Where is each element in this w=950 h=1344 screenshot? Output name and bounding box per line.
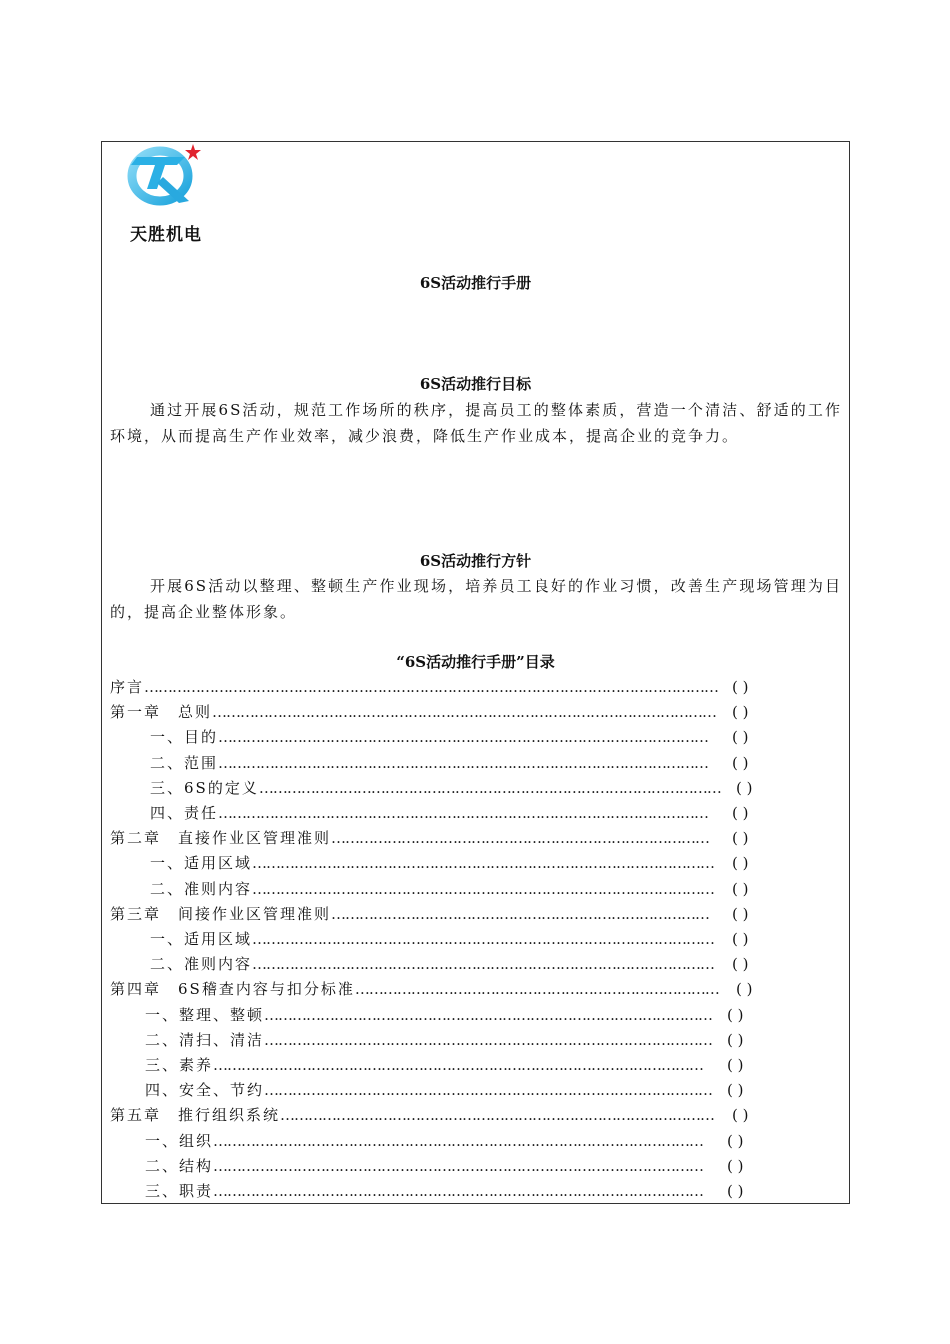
policy-text: 开展6S活动以整理、整顿生产作业现场，培养员工良好的作业习惯，改善生产现场管理为目的，提高企业整体形象。 [110, 577, 842, 621]
toc-page-number: ( ) [727, 1156, 744, 1175]
toc-item-label: 第二章 直接作业区管理准则 [110, 829, 332, 848]
toc-page-number: ( ) [732, 1106, 749, 1125]
toc-item-label: 三、6S的定义 [150, 778, 259, 797]
toc-item [110, 751, 770, 775]
toc-item [110, 725, 770, 749]
toc-item-label: 四、责任 [150, 804, 219, 822]
toc-item-label: 序言 [110, 678, 145, 696]
toc-page-number: ( ) [732, 678, 749, 696]
toc-page-number: ( ) [732, 753, 749, 772]
toc-leader-dots: ……………………………………………………………………………………… [258, 778, 721, 797]
toc-item [110, 1028, 770, 1052]
toc-leader-dots: ……………………………………………………………………………………… [252, 955, 715, 974]
toc-leader-dots: …………………………………………………………………………………… [264, 1005, 713, 1024]
toc-leader-dots: ……………………………………………………………………………………… [252, 930, 715, 948]
toc-leader-dots: …………………………………………………………………………………………… [218, 728, 709, 747]
toc-item [110, 1053, 770, 1077]
toc-item [110, 826, 770, 850]
toc-item-label: 二、结构 [145, 1156, 214, 1175]
toc-item-label: 第四章 6S稽查内容与扣分标准 [110, 980, 355, 999]
toc-item-label: 一、适用区域 [150, 854, 253, 873]
toc-page-number: ( ) [732, 879, 749, 898]
toc-leader-dots: ………………………………………………………………………………… [280, 1106, 715, 1125]
goal-text: 通过开展6S活动，规范工作场所的秩序，提高员工的整体素质，营造一个清洁、舒适的工作环境，从而提高生产作业效率，减少浪费，降低生产作业成本，提高企业的竞争力。 [110, 401, 842, 445]
toc-item-label: 第五章 推行组织系统 [110, 1106, 281, 1125]
toc-item [110, 700, 770, 724]
toc-item [110, 1103, 770, 1127]
toc-page-number: ( ) [736, 778, 753, 797]
toc-page-number: ( ) [727, 1081, 744, 1100]
toc-leader-dots: …………………………………………………………………………………………… [213, 1131, 704, 1150]
toc-leader-dots: …………………………………………………………………………………………… [213, 1156, 704, 1175]
toc-item-label: 四、安全、节约 [145, 1081, 265, 1100]
toc-leader-dots: ……………………………………………………………………… [331, 904, 710, 923]
toc-item [110, 851, 770, 875]
toc-item-label: 二、清扫、清洁 [145, 1030, 265, 1049]
company-name: 天胜机电 [130, 225, 202, 245]
toc-item-label: 二、准则内容 [150, 879, 253, 898]
toc-item-label: 一、整理、整顿 [145, 1005, 265, 1024]
toc-page-number: ( ) [727, 1131, 744, 1150]
policy-heading: 6S活动推行方针 [419, 552, 532, 570]
toc-leader-dots: …………………………………………………………………………………… [264, 1081, 713, 1100]
toc-item-label: 一、适用区域 [150, 930, 253, 948]
toc-item-label: 一、组织 [145, 1131, 214, 1150]
toc-page-number: ( ) [727, 1182, 744, 1200]
toc-page-number: ( ) [732, 804, 749, 822]
toc-item-label: 二、范围 [150, 753, 219, 772]
toc-item [110, 1078, 770, 1102]
toc-item-label: 第三章 间接作业区管理准则 [110, 904, 332, 923]
toc-item [110, 1154, 770, 1178]
toc-page-number: ( ) [727, 1030, 744, 1049]
toc-page-number: ( ) [732, 930, 749, 948]
toc-page-number: ( ) [732, 728, 749, 747]
goal-heading: 6S活动推行目标 [419, 375, 532, 393]
toc-item [110, 776, 770, 800]
toc-leader-dots: …………………………………………………………………… [354, 980, 719, 999]
toc-page-number: ( ) [727, 1056, 744, 1074]
toc-item-label: 三、职责 [145, 1182, 214, 1200]
toc-item [110, 977, 770, 1001]
toc-page-number: ( ) [736, 980, 753, 999]
toc-item [110, 902, 770, 926]
toc-item [110, 877, 770, 901]
toc-item [110, 952, 770, 976]
toc-item [110, 1129, 770, 1153]
toc-leader-dots: …………………………………………………………………………………………… [218, 753, 709, 772]
toc-leader-dots: ……………………………………………………………………………………… [252, 879, 715, 898]
toc-page-number: ( ) [732, 904, 749, 923]
toc-page-number: ( ) [727, 1005, 744, 1024]
toc-leader-dots: …………………………………………………………………………………………… [213, 1056, 704, 1074]
toc-item [110, 1179, 770, 1203]
toc-leader-dots: …………………………………………………………………………………………… [213, 1182, 704, 1200]
toc-item-label: 二、准则内容 [150, 955, 253, 974]
toc-item [110, 675, 770, 699]
toc-page-number: ( ) [732, 955, 749, 974]
toc-item [110, 927, 770, 951]
toc-heading: “6S活动推行手册”目录 [396, 653, 555, 671]
toc-item [110, 1003, 770, 1027]
tiansheng-logo-icon [127, 141, 203, 207]
toc-leader-dots: ……………………………………………………………………… [331, 829, 710, 848]
toc-leader-dots: ……………………………………………………………………………………………… [212, 703, 717, 722]
toc-page-number: ( ) [732, 703, 749, 722]
toc-leader-dots: …………………………………………………………………………………………………………… [144, 678, 719, 696]
manual-title: 6S活动推行手册 [419, 274, 532, 292]
toc-leader-dots: ……………………………………………………………………………………… [252, 854, 715, 873]
toc-page-number: ( ) [732, 854, 749, 873]
toc-item-label: 三、素养 [145, 1056, 214, 1074]
toc-item-label: 第一章 总则 [110, 703, 213, 722]
toc-leader-dots: …………………………………………………………………………………… [264, 1030, 713, 1049]
toc-item-label: 一、目的 [150, 728, 219, 747]
toc-item [110, 801, 770, 825]
toc-leader-dots: …………………………………………………………………………………………… [218, 804, 709, 822]
toc-page-number: ( ) [732, 829, 749, 848]
